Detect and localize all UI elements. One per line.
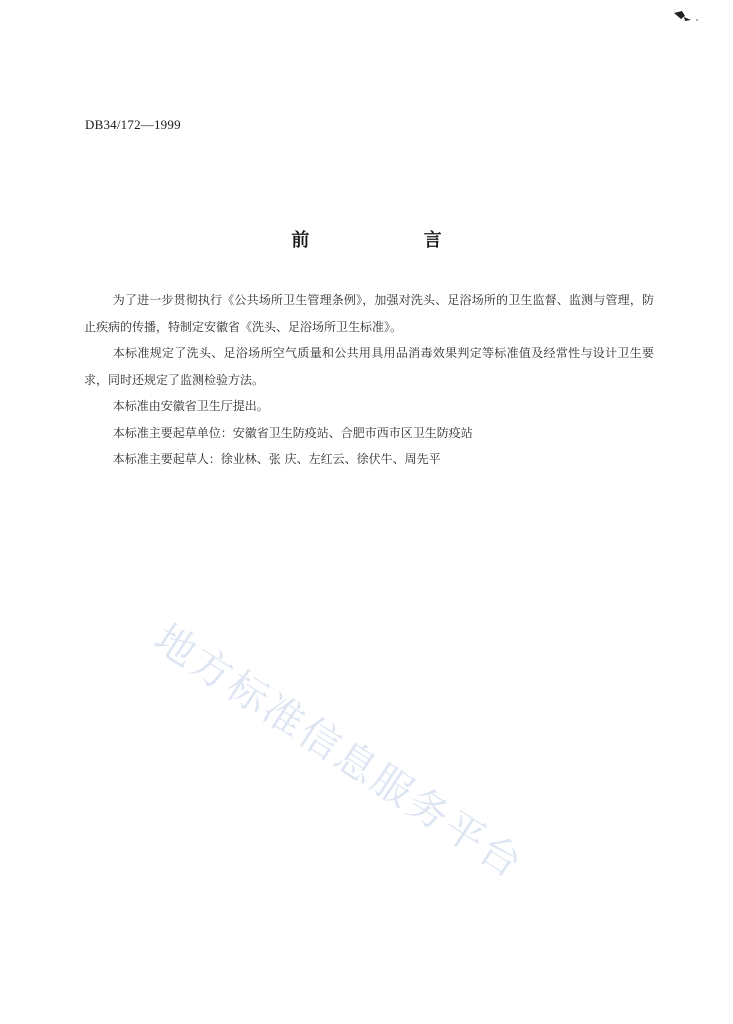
- foreword-paragraph: 为了进一步贯彻执行《公共场所卫生管理条例》，加强对洗头、足浴场所的卫生监督、监测与管理，防止疾病的传播，特制定安徽省《洗头、足浴场所卫生标准》。: [84, 293, 654, 334]
- foreword-paragraph: 本标准由安徽省卫生厅提出。: [112, 399, 269, 413]
- foreword-paragraph: 本标准规定了洗头、足浴场所空气质量和公共用具用品消毒效果判定等标准值及经常性与设计卫生要求，同时还规定了监测检验方法。: [84, 346, 654, 387]
- document-code: DB34/172—1999: [85, 117, 181, 132]
- scan-mark-icon: [672, 8, 702, 24]
- foreword-body: [84, 287, 654, 473]
- drafters: 本标准主要起草人：徐业林、张 庆、左红云、徐伏牛、周先平: [112, 452, 441, 466]
- page-heading: 前 言: [291, 230, 496, 251]
- watermark: 地方标准信息服务平台: [146, 615, 532, 889]
- drafting-units: 本标准主要起草单位：安徽省卫生防疫站、合肥市西市区卫生防疫站: [112, 425, 473, 440]
